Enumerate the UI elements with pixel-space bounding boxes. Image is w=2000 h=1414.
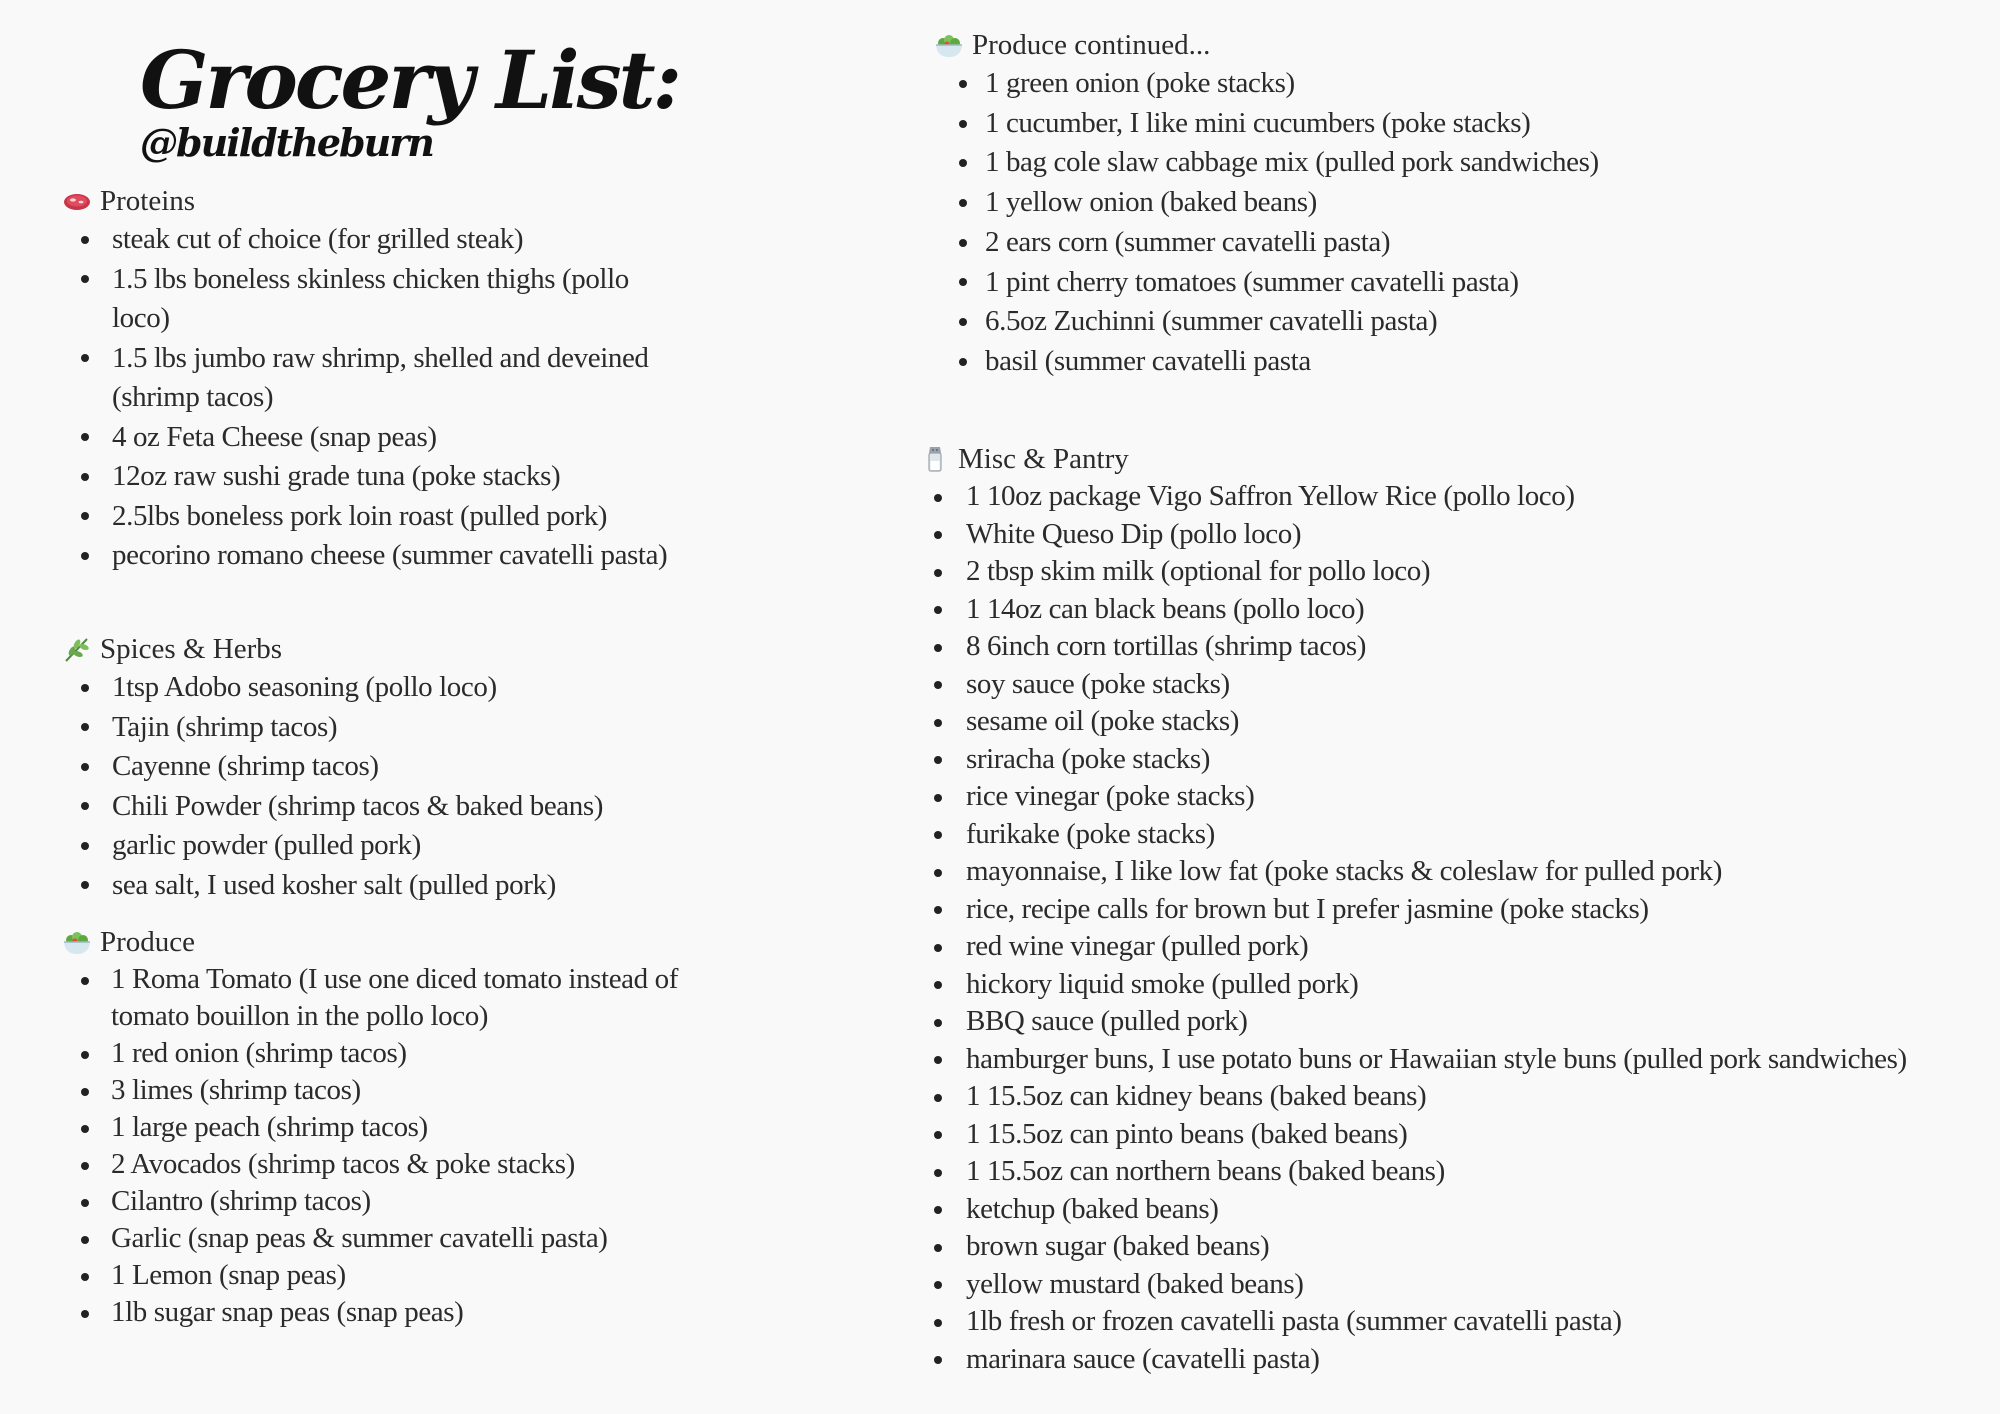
list-item: 1 Roma Tomato (I use one diced tomato instead of tomato bouillon in the pollo loco) bbox=[62, 961, 722, 1035]
section-title: Produce continued... bbox=[972, 29, 1211, 61]
list-item: sea salt, I used kosher salt (pulled pork) bbox=[62, 866, 682, 906]
list-item: sriracha (poke stacks) bbox=[920, 741, 1980, 779]
spices-list bbox=[62, 668, 682, 905]
list-item: BBQ sauce (pulled pork) bbox=[920, 1003, 1980, 1041]
list-item: 1 Lemon (snap peas) bbox=[62, 1257, 722, 1294]
section-spices-herbs bbox=[62, 630, 682, 905]
list-item: 1 green onion (poke stacks) bbox=[934, 64, 1994, 104]
list-item: Tajin (shrimp tacos) bbox=[62, 708, 682, 748]
list-item: furikake (poke stacks) bbox=[920, 816, 1980, 854]
list-item: 8 6inch corn tortillas (shrimp tacos) bbox=[920, 628, 1980, 666]
produce-list bbox=[62, 961, 722, 1331]
salt-shaker-icon bbox=[920, 444, 950, 474]
list-item: Chili Powder (shrimp tacos & baked beans) bbox=[62, 787, 682, 827]
page-title: Grocery List: bbox=[140, 33, 680, 127]
list-item: rice vinegar (poke stacks) bbox=[920, 778, 1980, 816]
salad-icon bbox=[934, 30, 964, 60]
herb-icon bbox=[62, 634, 92, 664]
author-handle: @buildtheburn bbox=[140, 120, 433, 165]
list-item: yellow mustard (baked beans) bbox=[920, 1266, 1980, 1304]
list-item: 1 bag cole slaw cabbage mix (pulled pork sandwiches) bbox=[934, 143, 1994, 183]
list-item: Cayenne (shrimp tacos) bbox=[62, 747, 682, 787]
list-item: 1 14oz can black beans (pollo loco) bbox=[920, 591, 1980, 629]
list-item: 3 limes (shrimp tacos) bbox=[62, 1072, 722, 1109]
section-title: Proteins bbox=[100, 185, 196, 217]
list-item: soy sauce (poke stacks) bbox=[920, 666, 1980, 704]
section-title: Spices & Herbs bbox=[100, 633, 283, 665]
list-item: 1.5 lbs jumbo raw shrimp, shelled and deveined (shrimp tacos) bbox=[62, 339, 682, 418]
list-item: 1 15.5oz can kidney beans (baked beans) bbox=[920, 1078, 1980, 1116]
list-item: 4 oz Feta Cheese (snap peas) bbox=[62, 418, 682, 458]
list-item: 1 red onion (shrimp tacos) bbox=[62, 1035, 722, 1072]
list-item: 1.5 lbs boneless skinless chicken thighs (pollo loco) bbox=[62, 260, 682, 339]
misc-pantry-list bbox=[920, 478, 1980, 1378]
section-proteins bbox=[62, 182, 682, 576]
list-item: 12oz raw sushi grade tuna (poke stacks) bbox=[62, 457, 682, 497]
list-item: 2 ears corn (summer cavatelli pasta) bbox=[934, 223, 1994, 263]
list-item: Cilantro (shrimp tacos) bbox=[62, 1183, 722, 1220]
proteins-list bbox=[62, 220, 682, 576]
list-item: steak cut of choice (for grilled steak) bbox=[62, 220, 682, 260]
list-item: 1tsp Adobo seasoning (pollo loco) bbox=[62, 668, 682, 708]
section-heading-spices bbox=[62, 630, 682, 668]
produce-continued-list bbox=[934, 64, 1994, 382]
section-heading-proteins bbox=[62, 182, 682, 220]
section-produce bbox=[62, 923, 722, 1331]
list-item: 1 10oz package Vigo Saffron Yellow Rice (pollo loco) bbox=[920, 478, 1980, 516]
list-item: garlic powder (pulled pork) bbox=[62, 826, 682, 866]
list-item: pecorino romano cheese (summer cavatelli pasta) bbox=[62, 536, 682, 576]
section-produce-continued bbox=[934, 26, 1994, 382]
section-heading-produce-continued bbox=[934, 26, 1994, 64]
list-item: 2.5lbs boneless pork loin roast (pulled pork) bbox=[62, 497, 682, 537]
list-item: rice, recipe calls for brown but I prefer jasmine (poke stacks) bbox=[920, 891, 1980, 929]
section-title: Produce bbox=[100, 926, 196, 958]
list-item: 1 pint cherry tomatoes (summer cavatelli pasta) bbox=[934, 263, 1994, 303]
list-item: marinara sauce (cavatelli pasta) bbox=[920, 1341, 1980, 1379]
list-item: red wine vinegar (pulled pork) bbox=[920, 928, 1980, 966]
list-item: 6.5oz Zuchinni (summer cavatelli pasta) bbox=[934, 302, 1994, 342]
list-item: 1lb fresh or frozen cavatelli pasta (summer cavatelli pasta) bbox=[920, 1303, 1980, 1341]
section-title: Misc & Pantry bbox=[958, 443, 1129, 475]
list-item: 1 large peach (shrimp tacos) bbox=[62, 1109, 722, 1146]
list-item: 1lb sugar snap peas (snap peas) bbox=[62, 1294, 722, 1331]
list-item: 1 cucumber, I like mini cucumbers (poke stacks) bbox=[934, 104, 1994, 144]
list-item: brown sugar (baked beans) bbox=[920, 1228, 1980, 1266]
section-misc-pantry bbox=[920, 440, 1980, 1378]
list-item: hickory liquid smoke (pulled pork) bbox=[920, 966, 1980, 1004]
list-item: 1 15.5oz can pinto beans (baked beans) bbox=[920, 1116, 1980, 1154]
list-item: Garlic (snap peas & summer cavatelli pasta) bbox=[62, 1220, 722, 1257]
list-item: ketchup (baked beans) bbox=[920, 1191, 1980, 1229]
list-item: sesame oil (poke stacks) bbox=[920, 703, 1980, 741]
list-item: White Queso Dip (pollo loco) bbox=[920, 516, 1980, 554]
list-item: 2 Avocados (shrimp tacos & poke stacks) bbox=[62, 1146, 722, 1183]
section-heading-misc bbox=[920, 440, 1980, 478]
list-item: 1 15.5oz can northern beans (baked beans) bbox=[920, 1153, 1980, 1191]
salad-icon bbox=[62, 927, 92, 957]
list-item: 1 yellow onion (baked beans) bbox=[934, 183, 1994, 223]
list-item: mayonnaise, I like low fat (poke stacks & coleslaw for pulled pork) bbox=[920, 853, 1980, 891]
list-item: basil (summer cavatelli pasta bbox=[934, 342, 1994, 382]
list-item: 2 tbsp skim milk (optional for pollo loco) bbox=[920, 553, 1980, 591]
section-heading-produce bbox=[62, 923, 722, 961]
steak-icon bbox=[62, 186, 92, 216]
list-item: hamburger buns, I use potato buns or Hawaiian style buns (pulled pork sandwiches) bbox=[920, 1041, 1980, 1079]
